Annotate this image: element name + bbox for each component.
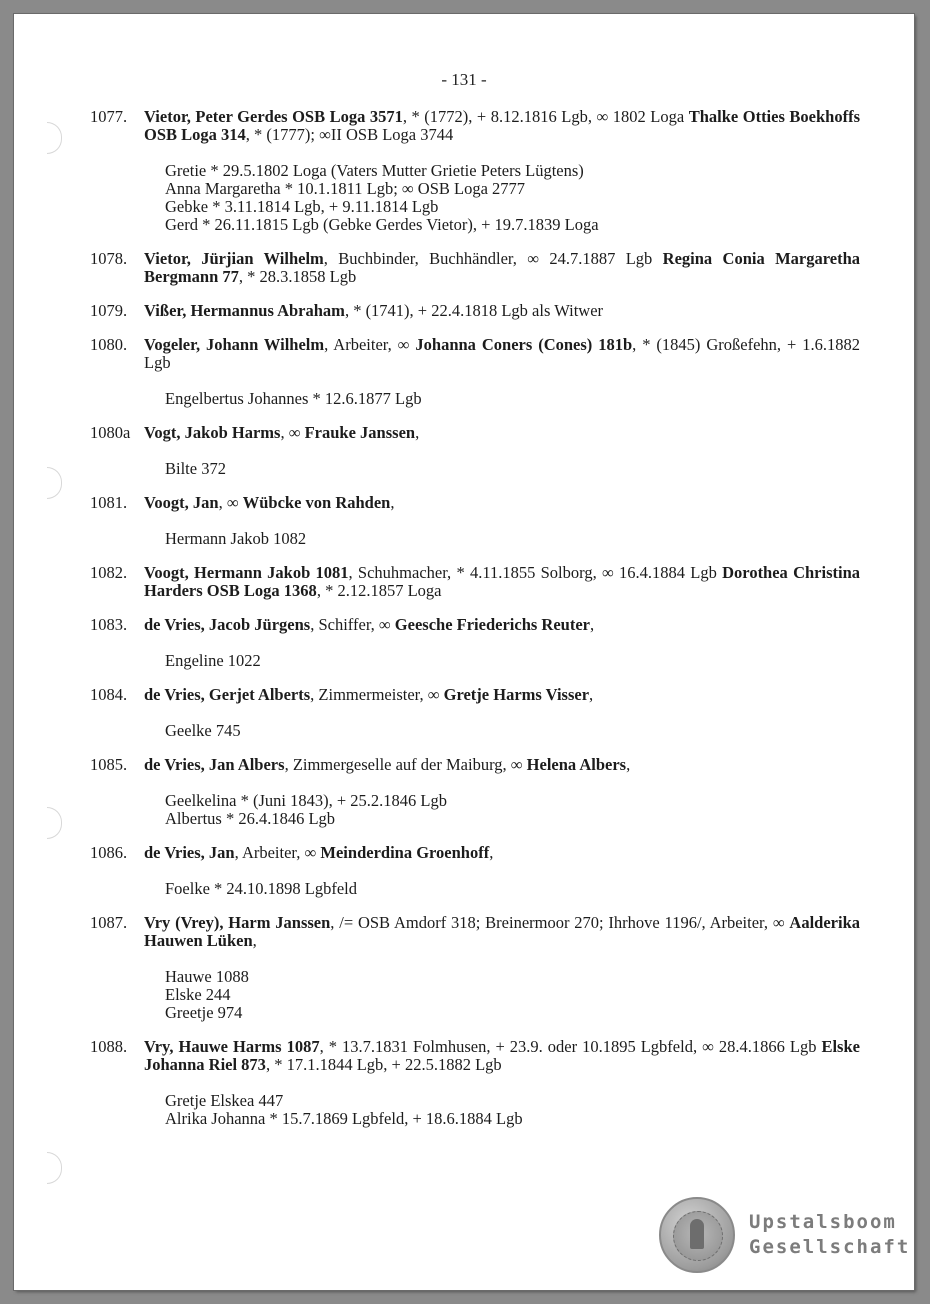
child-line: Hauwe 1088 (165, 967, 249, 986)
entry-name-bold: Frauke Janssen (304, 423, 416, 442)
entry-number: 1080a (90, 423, 131, 442)
logo-line-1: Upstalsboom (749, 1211, 897, 1233)
entry-name-bold: Geesche Friederichs Reuter (394, 615, 590, 634)
children-list (165, 1092, 860, 1128)
entry-text (144, 250, 860, 286)
entry-name-bold: Vogeler, Johann Wilhelm (144, 335, 325, 354)
entry-text-segment: , Schuhmacher, * 4.11.1855 Solborg, ∞ 16.4.1884 Lgb (348, 563, 723, 582)
entry-text-segment: , (415, 423, 420, 442)
entry-text (144, 302, 860, 320)
entry (90, 686, 860, 740)
child-line: Gebke * 3.11.1814 Lgb, + 9.11.1814 Lgb (165, 197, 439, 216)
entry-text-segment: , Zimmergeselle auf der Maiburg, ∞ (284, 755, 527, 774)
entry-name-bold: Voogt, Jan (144, 493, 219, 512)
entry-text-segment: , * 2.12.1857 Loga (316, 581, 442, 600)
entry (90, 844, 860, 898)
entry-name-bold: Vißer, Hermannus Abraham (144, 301, 345, 320)
entry-number: 1082. (90, 563, 128, 582)
children-list (165, 652, 860, 670)
entry-name-bold: Regina Conia Margaretha Bergmann 77 (144, 249, 860, 286)
entry-text-segment: , * (1741), + 22.4.1818 Lgb als Witwer (344, 301, 604, 320)
child-line: Hermann Jakob 1082 (165, 529, 307, 548)
entry-text (144, 686, 860, 704)
entry (90, 250, 860, 286)
child-line: Gerd * 26.11.1815 Lgb (Gebke Gerdes Vietor), + 19.7.1839 Loga (165, 215, 599, 234)
children-list (165, 792, 860, 828)
entry-text (144, 424, 860, 442)
punch-hole-mark (47, 807, 62, 839)
entry-text-segment: , * 17.1.1844 Lgb, + 22.5.1882 Lgb (265, 1055, 502, 1074)
entry-name-bold: de Vries, Gerjet Alberts (144, 685, 311, 704)
entry-name-bold: Gretje Harms Visser (443, 685, 590, 704)
entry-name-bold: Vogt, Jakob Harms (144, 423, 281, 442)
punch-hole-mark (47, 1152, 62, 1184)
entry (90, 302, 860, 320)
seal-icon (659, 1197, 735, 1273)
child-line: Alrika Johanna * 15.7.1869 Lgbfeld, + 18.6.1884 Lgb (165, 1109, 523, 1128)
entry (90, 336, 860, 408)
child-line: Engelbertus Johannes * 12.6.1877 Lgb (165, 389, 422, 408)
entry-number: 1083. (90, 615, 128, 634)
children-list (165, 390, 860, 408)
entry-text (144, 1038, 860, 1074)
entry-name-bold: Dorothea Christina Harders OSB Loga 1368 (144, 563, 861, 600)
entry-number: 1088. (90, 1037, 128, 1056)
entry-name-bold: Elske Johanna Riel 873 (144, 1037, 860, 1074)
publisher-logo (659, 1197, 910, 1273)
child-line: Geelkelina * (Juni 1843), + 25.2.1846 Lgb (165, 791, 447, 810)
entry-text-segment: , * 13.7.1831 Folmhusen, + 23.9. oder 10.1895 Lgbfeld, ∞ 28.4.1866 Lgb (319, 1037, 822, 1056)
children-list (165, 880, 860, 898)
entry-text (144, 336, 860, 372)
punch-hole-mark (47, 122, 62, 154)
entry-name-bold: Vietor, Peter Gerdes OSB Loga 3571 (144, 107, 403, 126)
child-line: Elske 244 (165, 985, 231, 1004)
entry-number: 1079. (90, 301, 128, 320)
entry-name-bold: Voogt, Hermann Jakob 1081 (144, 563, 349, 582)
entry-text (144, 494, 860, 512)
entry (90, 424, 860, 478)
entry-name-bold: Helena Albers (526, 755, 627, 774)
entry (90, 1038, 860, 1128)
punch-hole-mark (47, 467, 62, 499)
child-line: Foelke * 24.10.1898 Lgbfeld (165, 879, 358, 898)
entry-text (144, 756, 860, 774)
entry (90, 914, 860, 1022)
child-line: Anna Margaretha * 10.1.1811 Lgb; ∞ OSB Loga 2777 (165, 179, 526, 198)
entry-name-bold: Johanna Coners (Cones) 181b (415, 335, 633, 354)
entry-text-segment: , (489, 843, 494, 862)
entry-text (144, 564, 860, 600)
entry-number: 1081. (90, 493, 128, 512)
entry-text (144, 616, 860, 634)
children-list (165, 722, 860, 740)
children-list (165, 460, 860, 478)
entry-text-segment: , Schiffer, ∞ (310, 615, 395, 634)
entry-text-segment: , (252, 931, 257, 950)
children-list (165, 530, 860, 548)
entry-number: 1085. (90, 755, 128, 774)
entry-text-segment: , ∞ (280, 423, 305, 442)
child-line: Albertus * 26.4.1846 Lgb (165, 809, 336, 828)
entry-name-bold: Thalke Otties Boekhoffs OSB Loga 314 (144, 107, 860, 144)
entry-text-segment: , Zimmermeister, ∞ (310, 685, 444, 704)
child-line: Gretje Elskea 447 (165, 1091, 284, 1110)
entry-name-bold: Vry, Hauwe Harms 1087 (144, 1037, 320, 1056)
entry (90, 564, 860, 600)
entry-number: 1077. (90, 107, 128, 126)
entry-text-segment: , * (1772), + 8.12.1816 Lgb, ∞ 1802 Loga (402, 107, 689, 126)
entry-text-segment: , Arbeiter, ∞ (234, 843, 321, 862)
entry-text (144, 108, 860, 144)
entry-text-segment: , Arbeiter, ∞ (324, 335, 416, 354)
page-number: - 131 - (441, 70, 487, 89)
entry (90, 616, 860, 670)
entry-name-bold: de Vries, Jan (144, 843, 235, 862)
child-line: Engeline 1022 (165, 651, 261, 670)
document-page (14, 14, 914, 1290)
entry-text-segment: , (390, 493, 395, 512)
entry (90, 108, 860, 234)
entry-name-bold: Meinderdina Groenhoff (320, 843, 490, 862)
genealogy-entries (90, 108, 860, 1144)
entry-name-bold: de Vries, Jacob Jürgens (144, 615, 311, 634)
children-list (165, 968, 860, 1022)
entry-text-segment: , (626, 755, 631, 774)
entry-number: 1080. (90, 335, 128, 354)
entry-name-bold: Wübcke von Rahden (242, 493, 391, 512)
child-line: Gretie * 29.5.1802 Loga (Vaters Mutter Grietie Peters Lügtens) (165, 161, 584, 180)
entry-name-bold: Aalderika Hauwen Lüken (144, 913, 860, 950)
entry-text-segment: , * (1777); ∞II OSB Loga 3744 (245, 125, 454, 144)
entry-name-bold: Vietor, Jürjian Wilhelm (144, 249, 324, 268)
entry (90, 756, 860, 828)
children-list (165, 162, 860, 234)
child-line: Greetje 974 (165, 1003, 243, 1022)
entry-text-segment: , /= OSB Amdorf 318; Breinermoor 270; Ihrhove 1196/, Arbeiter, ∞ (330, 913, 790, 932)
entry-text-segment: , * 28.3.1858 Lgb (238, 267, 357, 286)
logo-text (749, 1210, 910, 1260)
logo-line-2: Gesellschaft (749, 1236, 911, 1258)
entry-number: 1084. (90, 685, 128, 704)
entry-text (144, 914, 860, 950)
child-line: Geelke 745 (165, 721, 241, 740)
entry (90, 494, 860, 548)
entry-number: 1078. (90, 249, 128, 268)
entry-name-bold: Vry (Vrey), Harm Janssen (144, 913, 331, 932)
entry-text (144, 844, 860, 862)
entry-text-segment: , (589, 685, 594, 704)
child-line: Bilte 372 (165, 459, 226, 478)
entry-name-bold: de Vries, Jan Albers (144, 755, 285, 774)
entry-text-segment: , Buchbinder, Buchhändler, ∞ 24.7.1887 Lgb (323, 249, 663, 268)
entry-text-segment: , * (1845) Großefehn, + 1.6.1882 Lgb (144, 335, 860, 372)
entry-number: 1086. (90, 843, 128, 862)
entry-text-segment: , (589, 615, 595, 634)
entry-text-segment: , ∞ (218, 493, 243, 512)
entry-number: 1087. (90, 913, 128, 932)
